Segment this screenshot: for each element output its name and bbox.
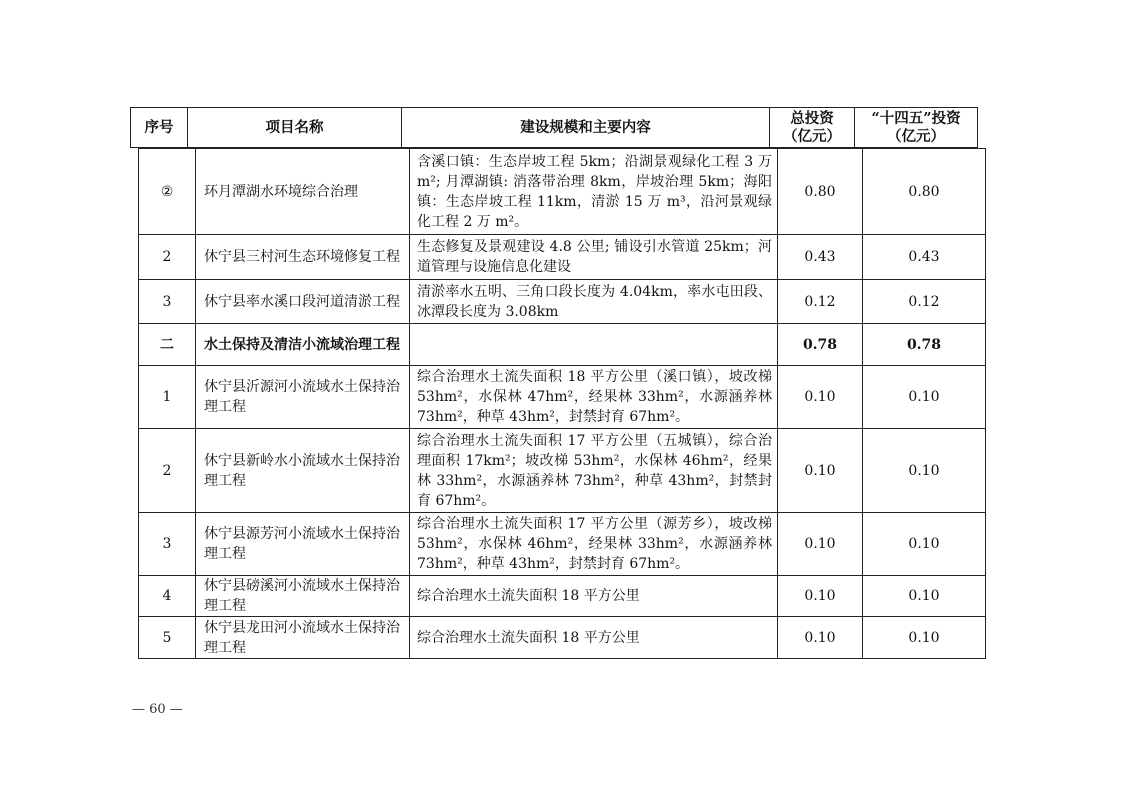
table-header xyxy=(130,107,978,148)
header-name: 项目名称 xyxy=(188,108,402,148)
row-plan: 0.10 xyxy=(863,513,986,576)
row-seq: 2 xyxy=(139,235,196,280)
table-row xyxy=(139,617,986,659)
row-content: 综合治理水土流失面积 17 平方公里（源芳乡），坡改梯 53hm²，水保林 46hm²，经果林 33hm²，水源涵养林 73hm²，种草 43hm²，封禁封育 67hm²。 xyxy=(410,513,778,576)
row-name: 休宁县三村河生态环境修复工程 xyxy=(196,235,410,280)
table-row xyxy=(139,235,986,280)
row-plan: 0.78 xyxy=(863,324,986,366)
row-name: 休宁县龙田河小流域水土保持治理工程 xyxy=(196,617,410,659)
row-name: 休宁县沂源河小流域水土保持治理工程 xyxy=(196,366,410,429)
row-plan: 0.10 xyxy=(863,366,986,429)
row-content: 综合治理水土流失面积 18 平方公里 xyxy=(410,576,778,617)
row-total: 0.10 xyxy=(778,366,863,429)
row-total: 0.10 xyxy=(778,513,863,576)
table-row xyxy=(139,429,986,513)
table-row xyxy=(139,280,986,324)
table-row xyxy=(139,513,986,576)
row-name: 环月潭湖水环境综合治理 xyxy=(196,149,410,235)
header-content: 建设规模和主要内容 xyxy=(402,108,770,148)
header-seq: 序号 xyxy=(131,108,188,148)
table-row xyxy=(139,149,986,235)
row-seq: 1 xyxy=(139,366,196,429)
row-name: 休宁县率水溪口段河道清淤工程 xyxy=(196,280,410,324)
row-content: 综合治理水土流失面积 17 平方公里（五城镇），综合治理面积 17km²；坡改梯 53hm²，水保林 46hm²，经果林 33hm²，水源涵养林 73hm²，种草 43hm²，封禁封育 67hm²。 xyxy=(410,429,778,513)
row-seq: 3 xyxy=(139,280,196,324)
header-total: 总投资 （亿元） xyxy=(770,108,855,148)
row-plan: 0.10 xyxy=(863,429,986,513)
row-name: 水土保持及清洁小流域治理工程 xyxy=(196,324,410,366)
row-total: 0.10 xyxy=(778,429,863,513)
project-table xyxy=(138,148,986,659)
row-content: 生态修复及景观建设 4.8 公里; 铺设引水管道 25km；河道管理与设施信息化建设 xyxy=(410,235,778,280)
row-plan: 0.10 xyxy=(863,617,986,659)
row-seq: 2 xyxy=(139,429,196,513)
table-row xyxy=(139,324,986,366)
row-seq: 二 xyxy=(139,324,196,366)
row-plan: 0.12 xyxy=(863,280,986,324)
row-content: 综合治理水土流失面积 18 平方公里 xyxy=(410,617,778,659)
row-total: 0.80 xyxy=(778,149,863,235)
row-name: 休宁县源芳河小流域水土保持治理工程 xyxy=(196,513,410,576)
row-plan: 0.80 xyxy=(863,149,986,235)
row-seq: 3 xyxy=(139,513,196,576)
row-total: 0.12 xyxy=(778,280,863,324)
row-content: 含溪口镇：生态岸坡工程 5km；沿湖景观绿化工程 3 万 m²; 月潭湖镇: 消落带治理 8km，岸坡治理 5km；海阳镇：生态岸坡工程 11km，清淤 15 万 m³，沿河景观绿化工程 2 万 m²。 xyxy=(410,149,778,235)
row-total: 0.43 xyxy=(778,235,863,280)
table-row xyxy=(139,576,986,617)
row-seq: ② xyxy=(139,149,196,235)
row-total: 0.78 xyxy=(778,324,863,366)
row-seq: 5 xyxy=(139,617,196,659)
row-content xyxy=(410,324,778,366)
row-plan: 0.43 xyxy=(863,235,986,280)
header-plan: “十四五”投资 （亿元） xyxy=(855,108,978,148)
table-row xyxy=(139,366,986,429)
row-plan: 0.10 xyxy=(863,576,986,617)
row-seq: 4 xyxy=(139,576,196,617)
row-name: 休宁县磅溪河小流域水土保持治理工程 xyxy=(196,576,410,617)
row-total: 0.10 xyxy=(778,576,863,617)
row-content: 综合治理水土流失面积 18 平方公里（溪口镇），坡改梯 53hm²，水保林 47hm²，经果林 33hm²，水源涵养林 73hm²，种草 43hm²，封禁封育 67hm²。 xyxy=(410,366,778,429)
row-total: 0.10 xyxy=(778,617,863,659)
row-content: 清淤率水五明、三角口段长度为 4.04km，率水屯田段、冰潭段长度为 3.08km xyxy=(410,280,778,324)
page-number: — 60 — xyxy=(132,702,183,717)
row-name: 休宁县新岭水小流域水土保持治理工程 xyxy=(196,429,410,513)
